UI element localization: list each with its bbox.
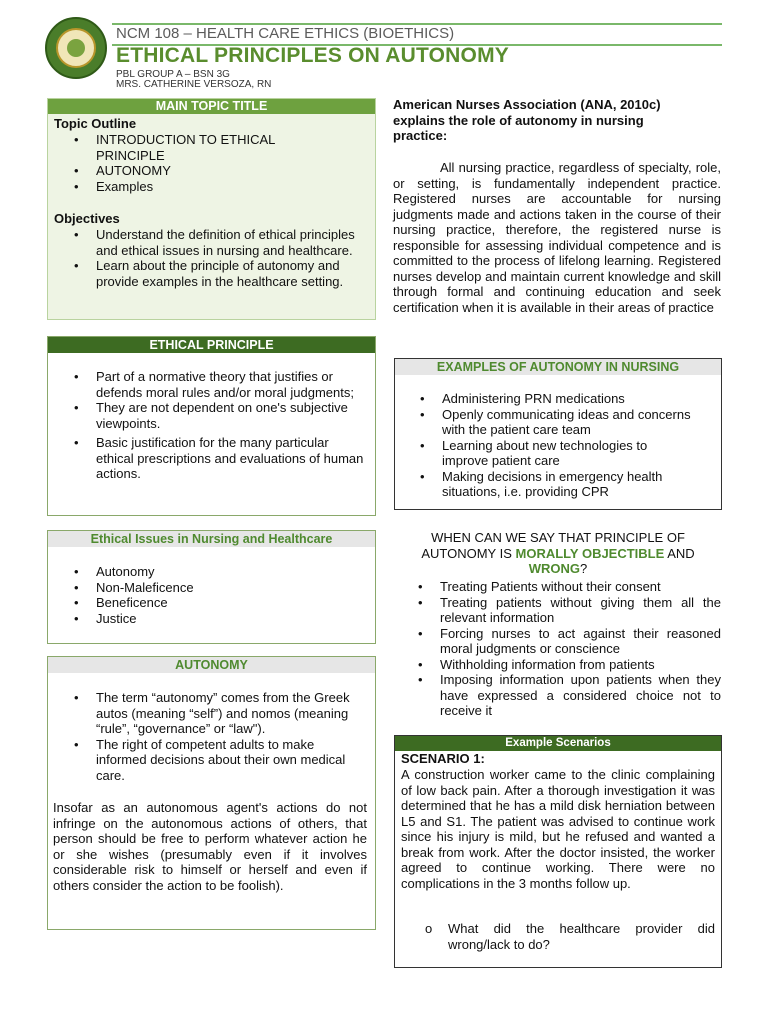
list-item: • Examples [70,179,340,195]
author-label: MRS. CATHERINE VERSOZA, RN [116,79,272,90]
examples-heading: EXAMPLES OF AUTONOMY IN NURSING [395,359,721,375]
list-item: • They are not dependent on one's subjective viewpoints. [70,400,366,431]
list-item: • Non-Maleficence [70,580,360,596]
list-item: • Learn about the principle of autonomy and provide examples in the healthcare setting. [70,258,372,289]
list-item: • Understand the definition of ethical principles and ethical issues in nursing and healthcare. [70,227,372,258]
objectionable-heading: WHEN CAN WE SAY THAT PRINCIPLE OF AUTONOMY IS MORALLY OBJECTIBLE AND WRONG? [421,530,695,576]
group-label: PBL GROUP A – BSN 3G [116,69,230,80]
list-item: • Openly communicating ideas and concerns with the patient care team [416,407,696,438]
list-item: • Withholding information from patients [414,657,721,673]
examples-list [416,391,696,500]
outline-label: Topic Outline [54,116,137,131]
course-title: NCM 108 – HEALTH CARE ETHICS (BIOETHICS) [116,25,455,42]
page-title: ETHICAL PRINCIPLES ON AUTONOMY [116,44,509,67]
objectionable-list [414,579,721,719]
list-item: • Administering PRN medications [416,391,696,407]
autonomy-list [70,690,366,783]
list-item: • AUTONOMY [70,163,340,179]
ethical-issues-heading: Ethical Issues in Nursing and Healthcare [48,531,375,547]
list-item: • Basic justification for the many particular ethical prescriptions and evaluations of human actions. [70,435,366,482]
logo-seal [56,28,96,68]
objectives-label: Objectives [54,211,120,226]
scenario-box [394,735,722,968]
ethical-issues-box [47,530,376,644]
list-item: • The right of competent adults to make informed decisions about their own medical care. [70,737,366,784]
examples-box [394,358,722,510]
autonomy-heading: AUTONOMY [48,657,375,673]
outline-list [70,132,340,194]
list-item: • Justice [70,611,360,627]
ana-paragraph: All nursing practice, regardless of specialty, role, or setting, is fundamentally independent practice. Registered nurses are accountable for nursing judgments made and actions taken in the course of their nursing practice, therefore, the registered nurse is responsible for assessing individual competence and is committed to the process of lifelong learning. Registered nurses develop and maintain current knowledge and skill through formal and continuing education and seek certification when it is available in their areas of practice [393,160,721,315]
ethical-principle-list [70,369,366,482]
list-item: • Imposing information upon patients when they have expressed a considered choice not to receive it [414,672,721,719]
list-item: • Beneficence [70,595,360,611]
list-item: • INTRODUCTION TO ETHICAL PRINCIPLE [70,132,340,163]
main-topic-box [47,98,376,320]
list-item: • Making decisions in emergency health situations, i.e. providing CPR [416,469,696,500]
ethical-principle-heading: ETHICAL PRINCIPLE [48,337,375,353]
scenario-heading: Example Scenarios [395,736,721,751]
list-item: • Learning about new technologies to improve patient care [416,438,696,469]
list-item: • Treating Patients without their consent [414,579,721,595]
autonomy-paragraph: Insofar as an autonomous agent's actions do not infringe on the autonomous actions of others, that person should be free to perform whatever action he or she wishes (presumably even if it involves considerable risk to himself or herself and even if others consider the action to be foolish). [53,800,367,893]
list-item: • Autonomy [70,564,360,580]
autonomy-box [47,656,376,930]
main-topic-heading: MAIN TOPIC TITLE [48,99,375,114]
ethical-issues-list [70,564,360,626]
list-item: • The term “autonomy” comes from the Greek autos (meaning “self”) and nomos (meaning “rule”, “governance” or “law"). [70,690,366,737]
circle-bullet-icon: o [425,921,433,936]
list-item: • Treating patients without giving them all the relevant information [414,595,721,626]
scenario-question: What did the healthcare provider did wrong/lack to do? [448,921,715,952]
college-logo [45,17,107,79]
scenario-label: SCENARIO 1: [401,751,485,766]
list-item: • Forcing nurses to act against their reasoned moral judgments or conscience [414,626,721,657]
ana-heading: American Nurses Association (ANA, 2010c) explains the role of autonomy in nursing practice: [393,97,661,143]
list-item: • Part of a normative theory that justifies or defends moral rules and/or moral judgments; [70,369,366,400]
ethical-principle-box [47,336,376,516]
scenario-text: A construction worker came to the clinic complaining of low back pain. After a thorough investigation it was determined that he has a mild disk herniation between L5 and S1. The patient was advised to continue work since his injury is mild, but he refused and wanted a break from work. After the doctor insisted, the worker agreed to continue working. There were no complications in the 3 months follow up. [401,767,715,891]
objectives-list [70,227,372,289]
